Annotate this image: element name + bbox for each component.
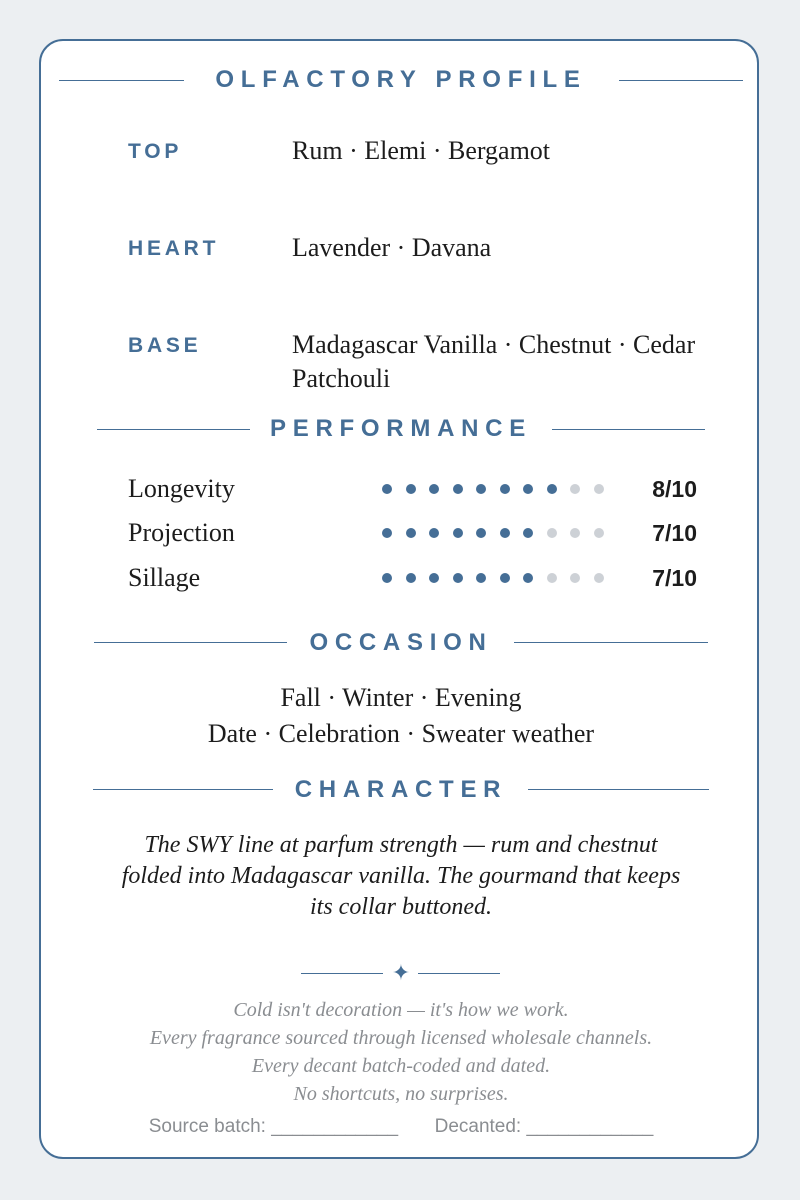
- rating-dot-filled: [382, 528, 392, 538]
- rating-dot-empty: [547, 573, 557, 583]
- occasion-line-2: Date · Celebration · Sweater weather: [207, 719, 595, 748]
- decanted-field: Decanted: ____________: [434, 1116, 654, 1137]
- rating-dot-filled: [406, 484, 416, 494]
- rating-dot-filled: [476, 573, 486, 583]
- performance-label-longevity: Longevity: [128, 474, 235, 503]
- performance-score: 7/10: [652, 520, 697, 546]
- rating-dot-empty: [594, 528, 604, 538]
- footer-line-4: No shortcuts, no surprises.: [293, 1083, 509, 1105]
- rating-dot-empty: [570, 573, 580, 583]
- note-value-heart: Lavender · Davana: [292, 233, 492, 262]
- footer-line-2: Every fragrance sourced through licensed wholesale channels.: [149, 1027, 653, 1049]
- note-value-top: Rum · Elemi · Bergamot: [292, 136, 551, 165]
- rating-dot-filled: [453, 573, 463, 583]
- rating-dot-filled: [547, 484, 557, 494]
- rating-dot-filled: [429, 573, 439, 583]
- source-batch-field: Source batch: ____________: [148, 1116, 399, 1137]
- rating-dot-filled: [406, 573, 416, 583]
- rating-dot-filled: [523, 528, 533, 538]
- rating-dot-filled: [500, 484, 510, 494]
- performance-label-projection: Projection: [128, 518, 235, 547]
- rating-dot-empty: [570, 528, 580, 538]
- occasion-line-1: Fall · Winter · Evening: [280, 683, 522, 712]
- rating-dot-filled: [523, 573, 533, 583]
- performance-label-sillage: Sillage: [128, 563, 201, 592]
- note-label-heart: HEART: [128, 237, 220, 260]
- footer-line-1: Cold isn't decoration — it's how we work.: [233, 999, 569, 1021]
- rating-dot-empty: [570, 484, 580, 494]
- footer-line-3: Every decant batch-coded and dated.: [251, 1055, 551, 1077]
- rating-dot-empty: [547, 528, 557, 538]
- note-value-base: Madagascar Vanilla · Chestnut · Cedar Patchouli: [292, 330, 696, 393]
- rating-dot-filled: [476, 484, 486, 494]
- note-label-top: TOP: [128, 140, 183, 163]
- rating-dot-filled: [453, 528, 463, 538]
- performance-score: 7/10: [652, 565, 697, 591]
- character-title: CHARACTER: [294, 776, 508, 803]
- rating-dot-filled: [429, 528, 439, 538]
- rating-dot-filled: [453, 484, 463, 494]
- rating-dot-filled: [429, 484, 439, 494]
- rating-dot-filled: [382, 573, 392, 583]
- rating-dot-empty: [594, 573, 604, 583]
- rating-dot-filled: [523, 484, 533, 494]
- rating-dot-empty: [594, 484, 604, 494]
- ornament-rule-right: [418, 973, 500, 974]
- rating-dot-filled: [500, 528, 510, 538]
- profile-card: [39, 39, 759, 1159]
- performance-score: 8/10: [652, 476, 697, 502]
- character-description: The SWY line at parfum strength — rum and chestnut folded into Madagascar vanilla. The gourmand that keeps its collar buttoned.: [121, 832, 681, 920]
- performance-title: PERFORMANCE: [270, 415, 532, 442]
- ornament-rule-left: [301, 973, 383, 974]
- rating-dot-filled: [500, 573, 510, 583]
- note-label-base: BASE: [128, 334, 202, 357]
- occasion-title: OCCASION: [309, 629, 493, 656]
- batch-info: [41, 1115, 761, 1139]
- rating-dot-filled: [382, 484, 392, 494]
- rating-dot-filled: [406, 528, 416, 538]
- rating-dot-filled: [476, 528, 486, 538]
- olfactory-profile-title: OLFACTORY PROFILE: [215, 66, 587, 93]
- sparkle-icon: ✦: [391, 960, 411, 985]
